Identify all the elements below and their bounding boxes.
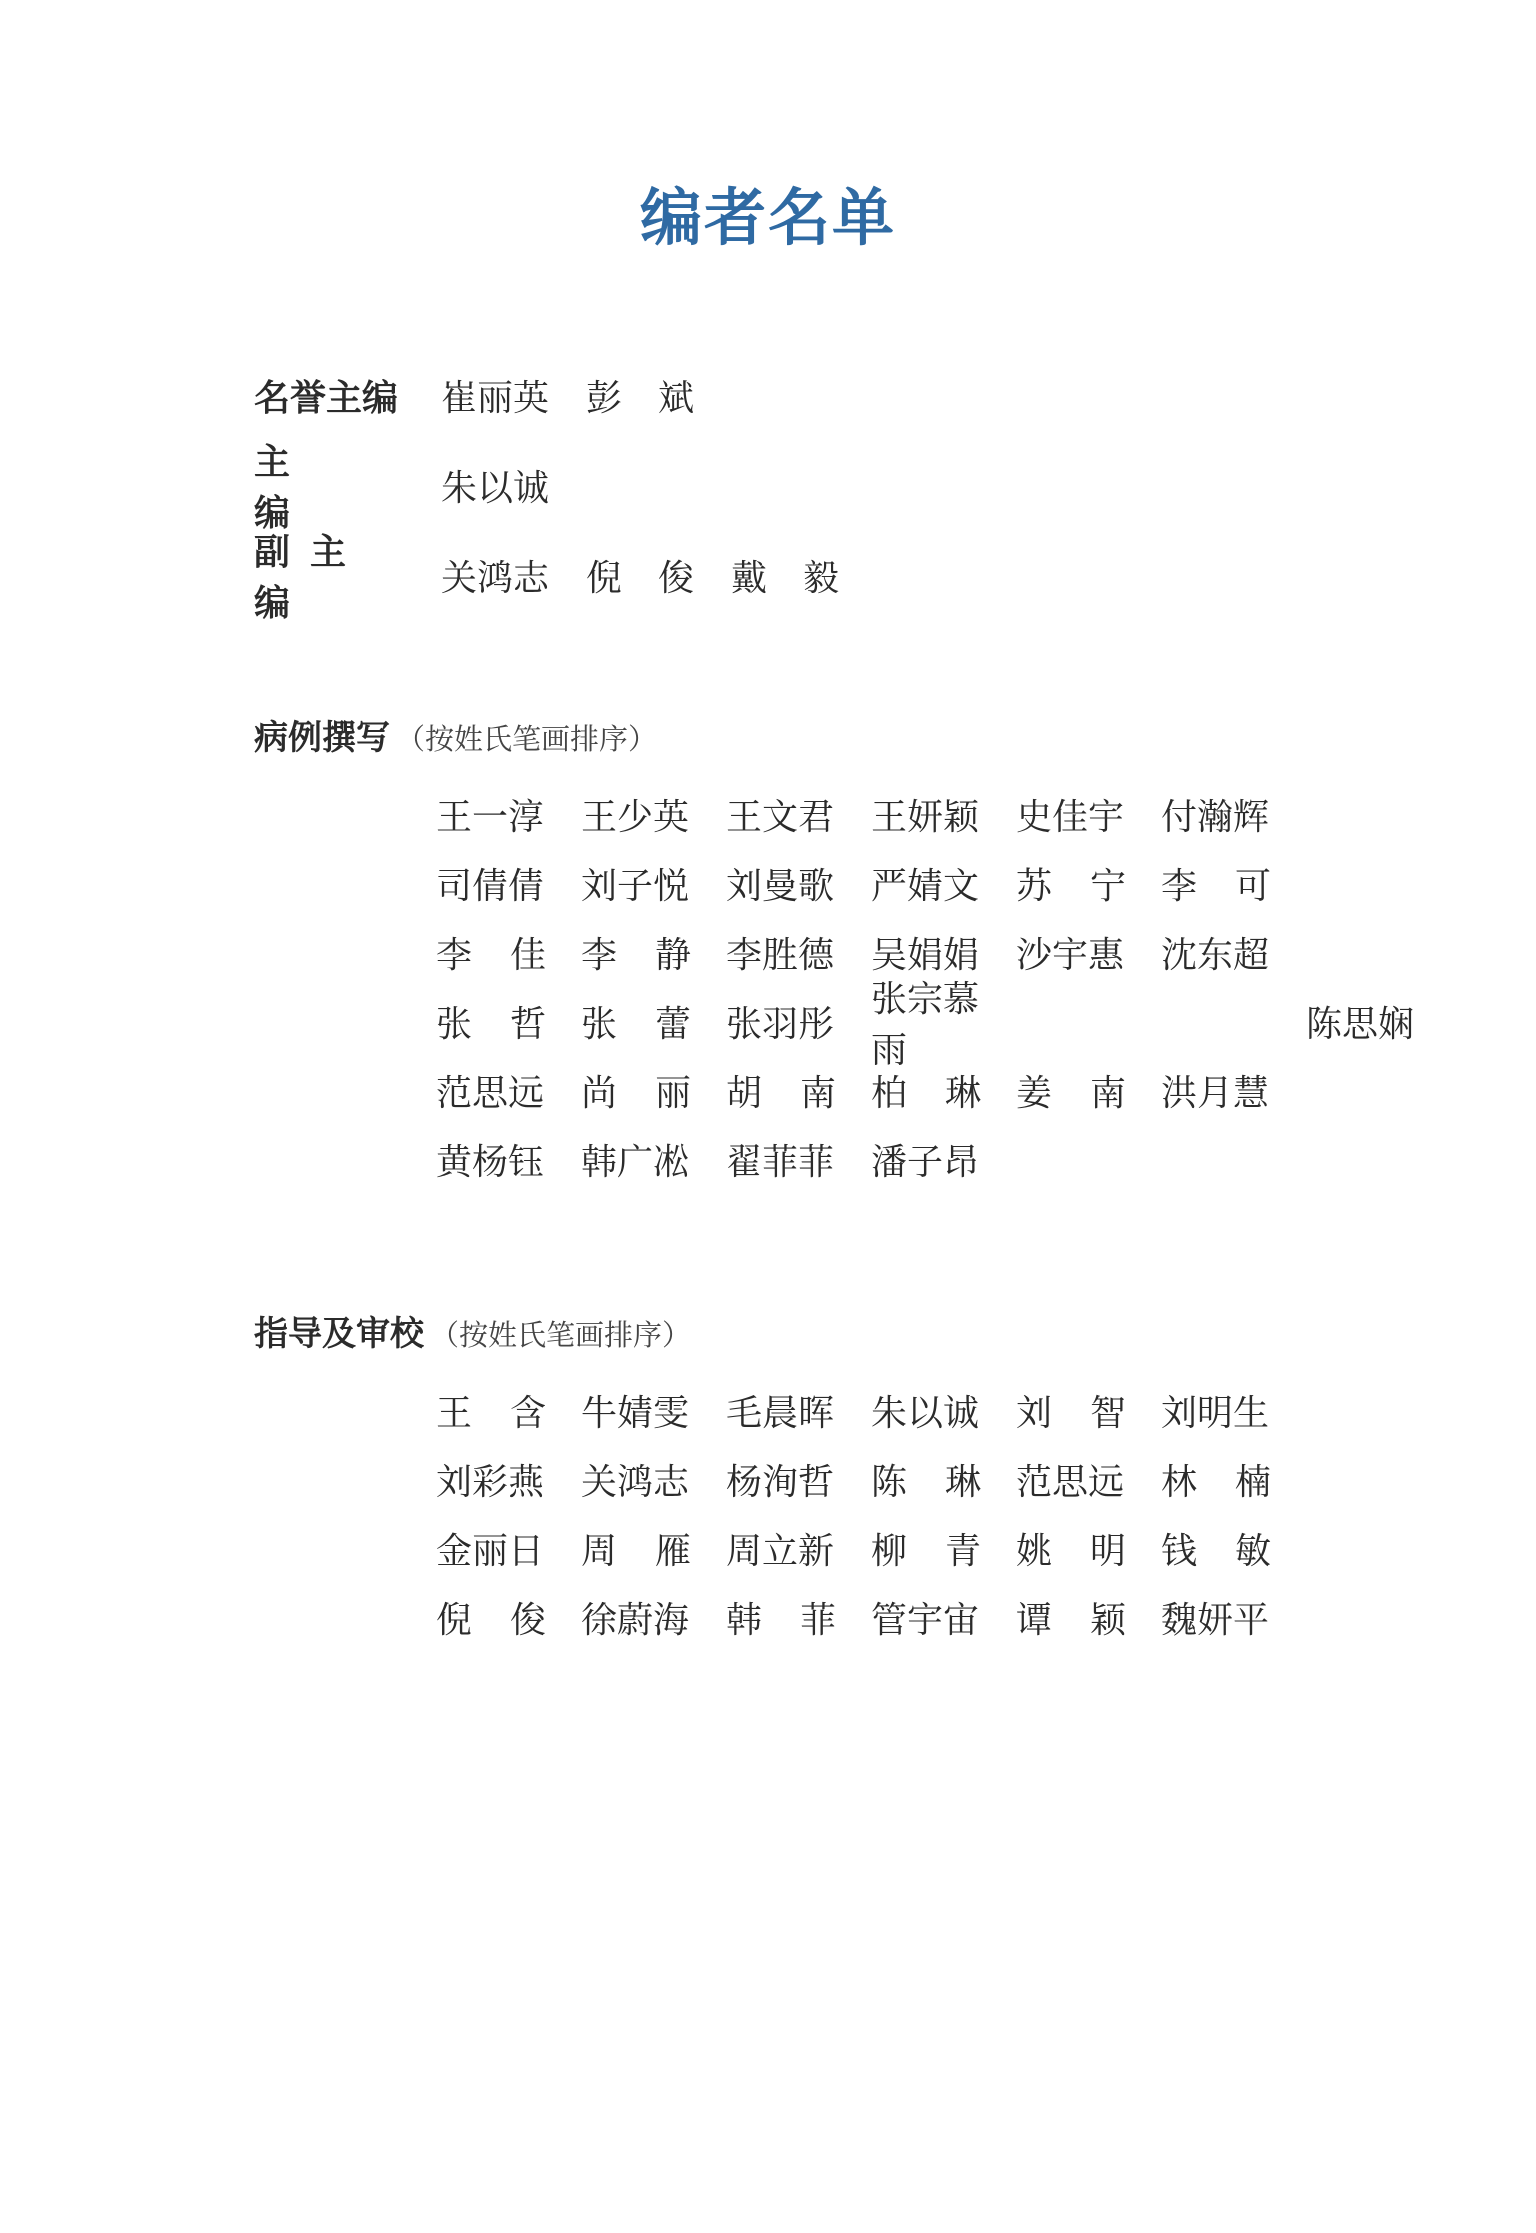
person-name: 李 可	[1161, 866, 1271, 907]
person-name: 李 佳	[436, 935, 546, 976]
person-name: 翟菲菲	[726, 1142, 835, 1183]
role-names	[441, 550, 876, 601]
person-name: 苏 宁	[1016, 866, 1126, 907]
role-names	[441, 370, 730, 421]
role-label: 名誉主编	[254, 377, 399, 419]
section-note: （按姓氏笔画排序）	[430, 1318, 692, 1352]
person-name: 林 楠	[1161, 1462, 1271, 1503]
name-row	[436, 849, 1451, 918]
person-name: 姚 明	[1016, 1531, 1126, 1572]
person-name: 李 静	[581, 935, 691, 976]
name-row	[436, 1056, 1451, 1125]
person-name: 韩 菲	[726, 1600, 836, 1641]
person-name: 柳 青	[871, 1531, 981, 1572]
person-name: 张 哲	[436, 1004, 546, 1045]
section-heading	[254, 1306, 1306, 1366]
editor-name: 倪俊	[586, 557, 731, 599]
reviewers-grid	[436, 1376, 1306, 1652]
role-row-deputy-editor	[254, 530, 876, 624]
person-name: 司倩倩	[436, 866, 545, 907]
person-name: 刘曼歌	[726, 866, 835, 907]
name-row	[436, 1583, 1306, 1652]
name-row	[436, 1514, 1306, 1583]
role-label: 副主编	[254, 532, 367, 624]
person-name: 牛婧雯	[581, 1393, 690, 1434]
person-name: 魏妍平	[1161, 1600, 1270, 1641]
person-name: 陈 琳	[871, 1462, 981, 1503]
person-name: 陈思娴	[1306, 1004, 1415, 1045]
name-row	[436, 780, 1451, 849]
role-label: 主编	[254, 442, 376, 534]
person-name: 金丽日	[436, 1531, 545, 1572]
person-name: 王妍颖	[871, 797, 980, 838]
person-name: 姜 南	[1016, 1073, 1126, 1114]
person-name: 刘子悦	[581, 866, 690, 907]
review-section	[254, 1306, 1306, 1652]
person-name: 胡 南	[726, 1073, 836, 1114]
editor-name: 关鸿志	[441, 557, 550, 599]
person-name: 潘子昂	[871, 1142, 980, 1183]
name-row	[436, 1376, 1306, 1445]
person-name: 沙宇惠	[1016, 935, 1125, 976]
person-name: 刘 智	[1016, 1393, 1126, 1434]
role-names	[441, 460, 586, 511]
person-name: 谭 颖	[1016, 1600, 1126, 1641]
person-name: 王 含	[436, 1393, 546, 1434]
editor-roles	[254, 350, 876, 624]
person-name: 张宗慕雨	[871, 978, 980, 1071]
person-name: 周立新	[726, 1531, 835, 1572]
person-name: 管宇宙	[871, 1600, 980, 1641]
person-name: 王文君	[726, 797, 835, 838]
name-row	[436, 978, 1451, 1071]
section-title: 指导及审校	[254, 1314, 424, 1354]
section-title: 病例撰写	[254, 718, 390, 758]
name-row	[436, 1445, 1306, 1514]
person-name: 吴娟娟	[871, 935, 980, 976]
person-name: 韩广凇	[581, 1142, 690, 1183]
person-name: 倪 俊	[436, 1600, 546, 1641]
person-name: 钱 敏	[1161, 1531, 1271, 1572]
case-writers-grid	[436, 780, 1451, 1194]
person-name: 史佳宇	[1016, 797, 1125, 838]
person-name: 杨洵哲	[726, 1462, 835, 1503]
person-name: 徐蔚海	[581, 1600, 690, 1641]
case-writing-section	[254, 710, 1451, 1194]
role-row-chief-editor	[254, 440, 876, 534]
name-row	[436, 1125, 1451, 1194]
person-name: 周 雁	[581, 1531, 691, 1572]
editor-name: 崔丽英	[441, 377, 550, 419]
person-name: 刘明生	[1161, 1393, 1270, 1434]
person-name: 张 蕾	[581, 1004, 691, 1045]
person-name: 沈东超	[1161, 935, 1270, 976]
person-name: 柏 琳	[871, 1073, 981, 1114]
editor-name: 戴毅	[731, 557, 876, 599]
person-name: 洪月慧	[1161, 1073, 1270, 1114]
section-heading	[254, 710, 1451, 770]
person-name: 刘彩燕	[436, 1462, 545, 1503]
person-name: 付瀚辉	[1161, 797, 1270, 838]
person-name: 毛晨晖	[726, 1393, 835, 1434]
person-name: 范思远	[1016, 1462, 1125, 1503]
person-name: 王少英	[581, 797, 690, 838]
section-note: （按姓氏笔画排序）	[396, 722, 658, 756]
person-name: 朱以诚	[871, 1393, 980, 1434]
editor-name: 朱以诚	[441, 467, 550, 509]
person-name: 李胜德	[726, 935, 835, 976]
person-name: 张羽彤	[726, 1004, 835, 1045]
page-title: 编者名单	[639, 181, 896, 254]
person-name: 王一淳	[436, 797, 545, 838]
person-name: 严婧文	[871, 866, 980, 907]
person-name: 尚 丽	[581, 1073, 691, 1114]
person-name: 范思远	[436, 1073, 545, 1114]
person-name: 关鸿志	[581, 1462, 690, 1503]
person-name: 黄杨钰	[436, 1142, 545, 1183]
role-row-honorary-editor	[254, 350, 876, 440]
editor-name: 彭斌	[586, 377, 731, 419]
